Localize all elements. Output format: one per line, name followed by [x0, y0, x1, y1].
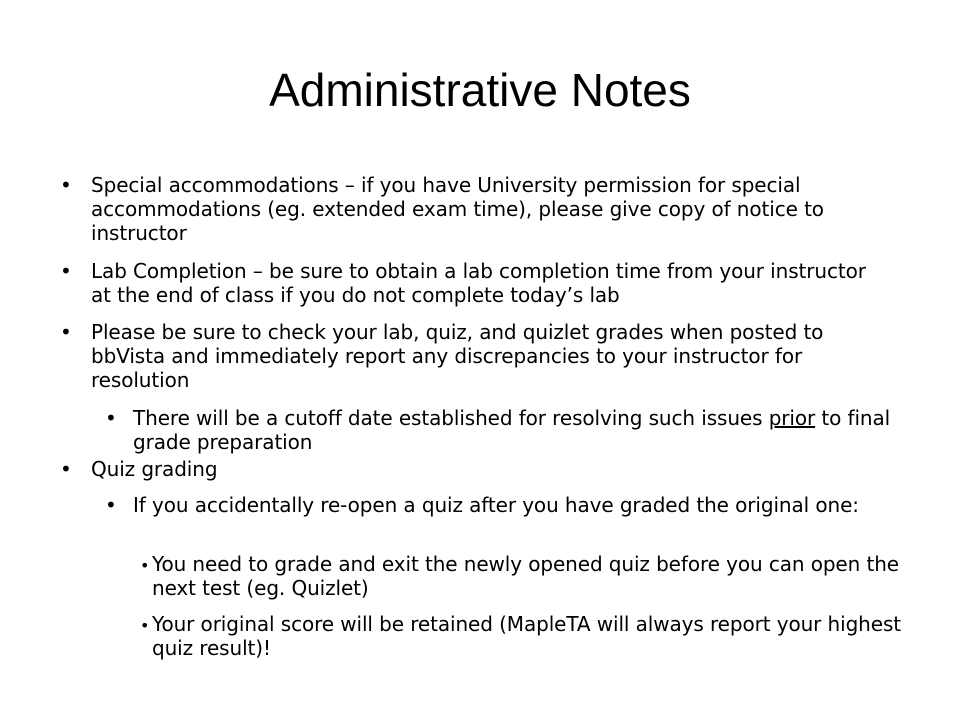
bullet-grade-and-exit: You need to grade and exit the newly opened quiz before you can open the next test (eg. Quizlet): [152, 552, 899, 600]
bullet-marker: •: [60, 259, 72, 283]
bullet-lab-completion: Lab Completion – be sure to obtain a lab completion time from your instructor at the end of class if you do not complete today’s lab: [91, 259, 866, 307]
cutoff-text-after: to final grade preparation: [133, 406, 891, 454]
bullet-original-score: Your original score will be retained (MapleTA will always report your highest quiz result)!: [152, 612, 902, 660]
bullet-marker: •: [105, 406, 117, 430]
bullet-marker: •: [140, 556, 150, 575]
cutoff-text-underlined: prior: [768, 406, 816, 430]
bullet-check-grades: Please be sure to check your lab, quiz, and quizlet grades when posted to bbVista and immediately report any discrepancies to your instructor for resolution: [91, 320, 824, 392]
cutoff-text-before: There will be a cutoff date established for resolving such issues: [133, 406, 769, 430]
bullet-reopen-quiz: If you accidentally re-open a quiz after you have graded the original one:: [133, 493, 859, 517]
bullet-marker: •: [60, 173, 72, 197]
bullet-marker: •: [60, 457, 72, 481]
slide-title: Administrative Notes: [269, 64, 691, 116]
bullet-marker: •: [105, 493, 117, 517]
bullet-special-accommodations: Special accommodations – if you have University permission for special accommodations (eg. extended exam time), please give copy of notice to instructor: [91, 173, 824, 245]
bullet-marker: •: [140, 616, 150, 635]
bullet-cutoff-date: [133, 406, 923, 454]
bullet-quiz-grading: Quiz grading: [91, 457, 218, 481]
bullet-marker: •: [60, 320, 72, 344]
